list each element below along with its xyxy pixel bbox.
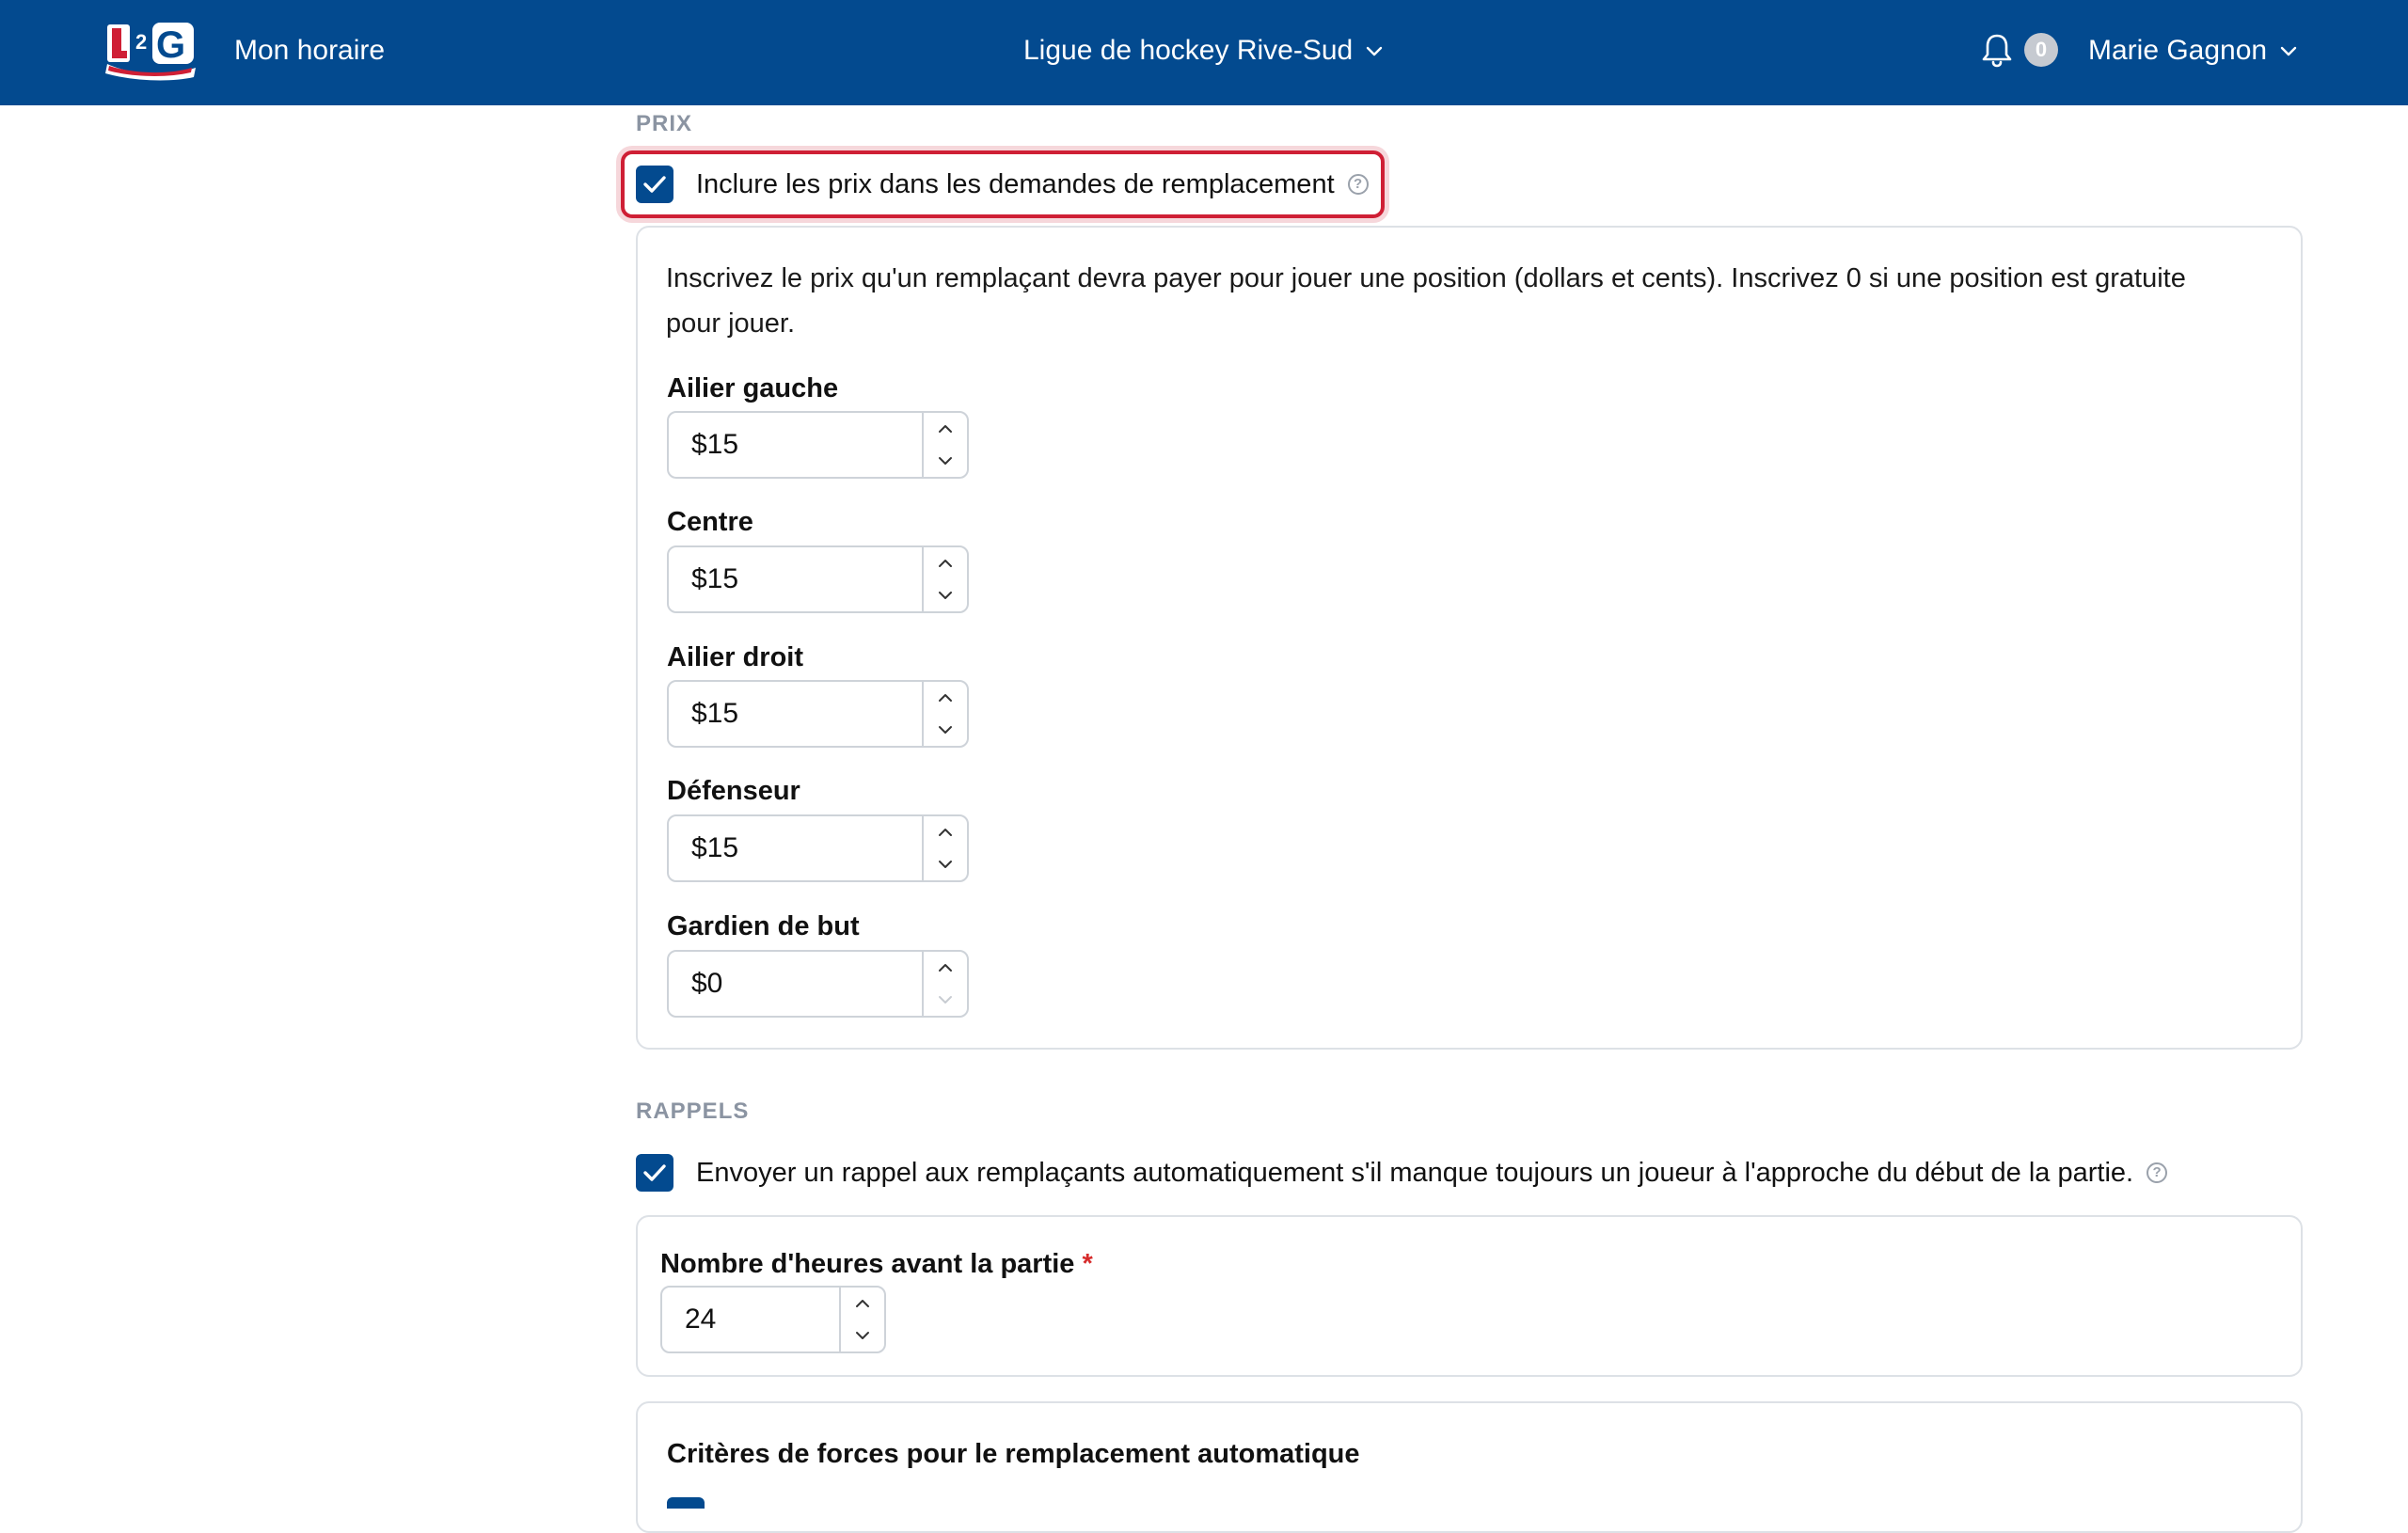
chevron-down-icon — [2280, 45, 2297, 56]
organization-switcher[interactable] — [1023, 32, 1383, 70]
required-asterisk: * — [1082, 1249, 1093, 1279]
price-value[interactable]: $15 — [691, 563, 739, 594]
help-icon[interactable]: ? — [1348, 174, 1369, 195]
hours-value[interactable]: 24 — [685, 1304, 717, 1335]
number-stepper — [922, 413, 967, 477]
number-stepper — [922, 816, 967, 880]
top-navigation-bar — [0, 0, 2408, 105]
bell-icon — [1981, 32, 2013, 68]
position-label-defenseur: Défenseur — [667, 776, 800, 806]
chevron-down-icon — [1366, 45, 1383, 56]
decrement-button[interactable] — [924, 714, 967, 746]
my-schedule-link[interactable]: Mon horaire — [234, 35, 386, 66]
include-prices-option — [636, 166, 1369, 203]
svg-text:2: 2 — [135, 30, 148, 54]
increment-button[interactable] — [924, 547, 967, 579]
auto-reminder-option — [636, 1154, 2167, 1192]
decrement-button[interactable] — [924, 848, 967, 880]
section-label-rappels: RAPPELS — [636, 1098, 750, 1124]
price-input-centre[interactable] — [667, 545, 969, 613]
decrement-button[interactable] — [924, 579, 967, 611]
notifications-button[interactable] — [1981, 32, 2058, 68]
chevron-down-icon — [855, 1331, 870, 1340]
decrement-button[interactable] — [841, 1320, 884, 1351]
checkmark-icon — [642, 175, 667, 194]
auto-reminder-checkbox[interactable] — [636, 1154, 673, 1192]
strength-criteria-checkbox[interactable] — [667, 1497, 705, 1509]
increment-button[interactable] — [924, 952, 967, 984]
decrement-button[interactable] — [924, 445, 967, 477]
include-prices-checkbox[interactable] — [636, 166, 673, 203]
increment-button[interactable] — [924, 682, 967, 714]
number-stepper — [922, 952, 967, 1016]
hours-label-text: Nombre d'heures avant la partie — [660, 1249, 1075, 1279]
price-input-ailier-gauche[interactable] — [667, 411, 969, 479]
svg-text:G: G — [156, 24, 186, 66]
price-value[interactable]: $0 — [691, 968, 723, 999]
user-name: Marie Gagnon — [2088, 35, 2268, 66]
league-logo-icon[interactable] — [103, 19, 199, 81]
position-label-ailier-droit: Ailier droit — [667, 642, 804, 672]
increment-button[interactable] — [841, 1288, 884, 1320]
hours-before-game-input[interactable] — [660, 1286, 886, 1353]
strength-criteria-title: Critères de forces pour le remplacement automatique — [667, 1439, 1360, 1469]
chevron-up-icon — [938, 963, 953, 972]
notification-count-badge: 0 — [2024, 33, 2058, 67]
help-icon[interactable]: ? — [2147, 1162, 2167, 1183]
price-value[interactable]: $15 — [691, 698, 739, 729]
section-label-prix: PRIX — [636, 111, 693, 136]
include-prices-label[interactable]: Inclure les prix dans les demandes de remplacement — [696, 169, 1335, 199]
chevron-down-icon — [938, 591, 953, 600]
chevron-up-icon — [938, 828, 953, 837]
price-input-ailier-droit[interactable] — [667, 680, 969, 748]
increment-button[interactable] — [924, 816, 967, 848]
increment-button[interactable] — [924, 413, 967, 445]
price-input-defenseur[interactable] — [667, 814, 969, 882]
hours-before-game-label — [660, 1247, 1093, 1281]
auto-reminder-label[interactable]: Envoyer un rappel aux remplaçants automatiquement s'il manque toujours un joueur à l'approche du début de la partie. — [696, 1158, 2134, 1188]
user-menu[interactable] — [2088, 32, 2297, 70]
number-stepper — [922, 682, 967, 746]
organization-name: Ligue de hockey Rive-Sud — [1023, 35, 1354, 66]
number-stepper — [922, 547, 967, 611]
chevron-up-icon — [938, 693, 953, 703]
price-value[interactable]: $15 — [691, 429, 739, 460]
chevron-down-icon — [938, 995, 953, 1004]
price-value[interactable]: $15 — [691, 832, 739, 863]
position-label-centre: Centre — [667, 507, 753, 537]
position-label-ailier-gauche: Ailier gauche — [667, 373, 839, 403]
position-label-gardien: Gardien de but — [667, 911, 860, 941]
chevron-down-icon — [938, 725, 953, 735]
chevron-down-icon — [938, 860, 953, 869]
chevron-down-icon — [938, 456, 953, 466]
chevron-up-icon — [855, 1299, 870, 1308]
prices-panel — [636, 226, 2303, 1050]
checkmark-icon — [642, 1163, 667, 1182]
decrement-button[interactable] — [924, 984, 967, 1016]
chevron-up-icon — [938, 559, 953, 568]
price-input-gardien[interactable] — [667, 950, 969, 1018]
number-stepper — [839, 1288, 884, 1351]
prices-description: Inscrivez le prix qu'un remplaçant devra payer pour jouer une position (dollars et cents). Inscrivez 0 si une position est gratuite pour jouer. — [666, 263, 2186, 339]
chevron-up-icon — [938, 424, 953, 434]
